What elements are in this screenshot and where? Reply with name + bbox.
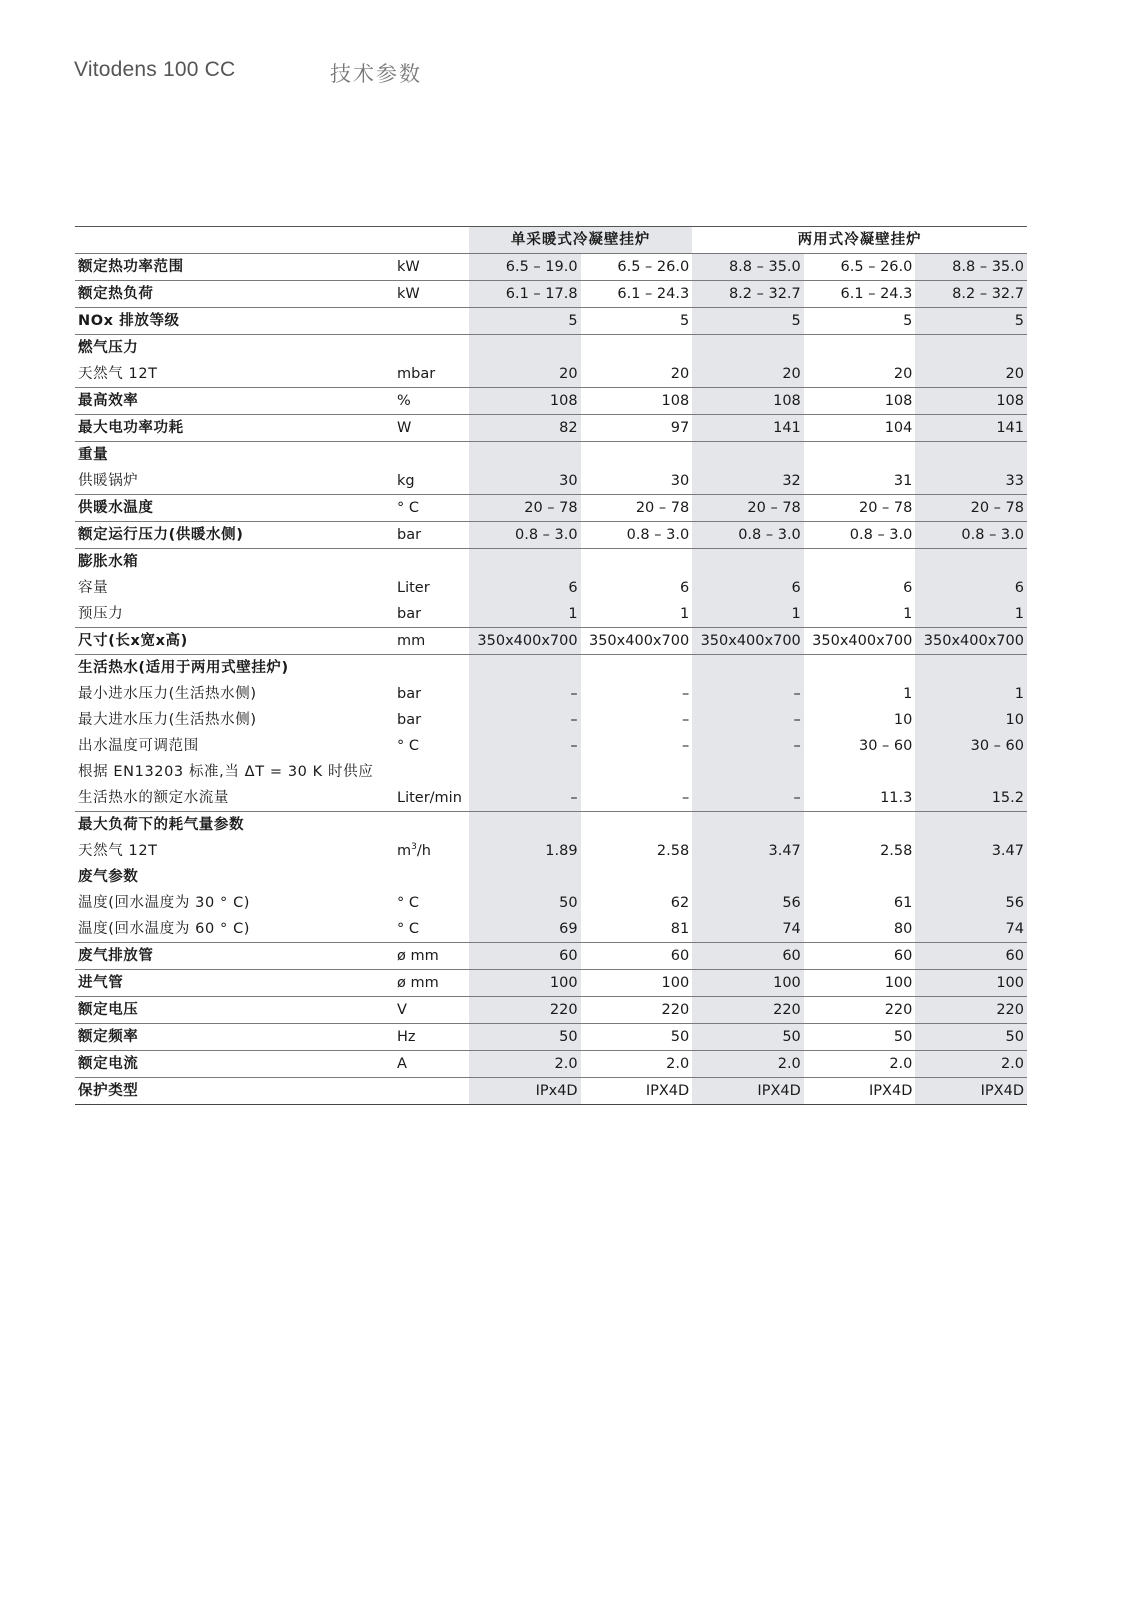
row-unit [394, 1078, 469, 1105]
row-label: 天然气 12T [75, 361, 394, 388]
value-cell [581, 812, 693, 839]
value-cell: 108 [469, 388, 581, 415]
value-cell: 31 [804, 468, 916, 495]
table-row [75, 281, 1027, 308]
value-cell: 350x400x700 [469, 628, 581, 655]
value-cell: 11.3 [804, 785, 916, 812]
value-cell: 50 [469, 1024, 581, 1051]
value-cell [915, 864, 1027, 890]
value-cell: 80 [804, 916, 916, 943]
value-cell: 6 [692, 575, 804, 601]
value-cell: 30 [469, 468, 581, 495]
value-cell: 60 [804, 943, 916, 970]
row-label: NOx 排放等级 [75, 308, 394, 335]
value-cell: 108 [581, 388, 693, 415]
value-cell: 5 [469, 308, 581, 335]
table-row [75, 838, 1027, 864]
value-cell: 32 [692, 468, 804, 495]
row-unit: Liter [397, 580, 430, 596]
value-cell: 8.8 – 35.0 [692, 254, 804, 281]
value-cell: – [469, 681, 581, 707]
row-unit: % [394, 388, 469, 415]
value-cell [804, 549, 916, 576]
value-cell [581, 655, 693, 682]
spec-table [75, 226, 1027, 1105]
document-title: Vitodens 100 CC [74, 58, 236, 81]
value-cell [581, 759, 693, 785]
row-label: 供暖锅炉 [75, 468, 394, 495]
value-cell: 20 [915, 361, 1027, 388]
value-cell: – [469, 785, 581, 812]
value-cell: 5 [692, 308, 804, 335]
row-label: 预压力 [75, 601, 394, 628]
value-cell [469, 442, 581, 469]
value-cell: – [692, 707, 804, 733]
value-cell: 141 [692, 415, 804, 442]
value-cell [804, 812, 916, 839]
value-cell: IPX4D [804, 1078, 916, 1105]
row-unit: kW [394, 281, 469, 308]
value-cell: 6.5 – 19.0 [469, 254, 581, 281]
group-header-heating: 单采暖式冷凝壁挂炉 [469, 227, 692, 254]
value-cell: 6 [469, 575, 581, 601]
value-cell: 2.0 [915, 1051, 1027, 1078]
table-row [75, 785, 1027, 812]
value-cell: 0.8 – 3.0 [915, 522, 1027, 549]
value-cell: – [581, 785, 693, 812]
value-cell: 20 – 78 [581, 495, 693, 522]
value-cell: 20 – 78 [915, 495, 1027, 522]
value-cell [804, 442, 916, 469]
value-cell [804, 655, 916, 682]
value-cell: 100 [581, 970, 693, 997]
value-cell: 20 [804, 361, 916, 388]
value-cell: 20 – 78 [692, 495, 804, 522]
row-label: 天然气 12T [78, 843, 158, 859]
row-unit: bar [397, 712, 422, 728]
value-cell: 60 [915, 943, 1027, 970]
value-cell: 1 [804, 601, 916, 628]
value-cell: 0.8 – 3.0 [469, 522, 581, 549]
value-cell: 0.8 – 3.0 [692, 522, 804, 549]
row-label: 最大进水压力(生活热水侧) [78, 712, 257, 728]
row-unit [394, 812, 469, 839]
row-label: 最大电功率功耗 [75, 415, 394, 442]
row-unit: bar [397, 686, 422, 702]
row-label: 废气排放管 [75, 943, 394, 970]
value-cell: 8.2 – 32.7 [692, 281, 804, 308]
table-row [75, 916, 1027, 943]
spec-table-body [75, 254, 1027, 1105]
value-cell: IPx4D [469, 1078, 581, 1105]
table-row [75, 575, 1027, 601]
table-row [75, 890, 1027, 916]
row-unit: ø mm [394, 943, 469, 970]
row-label: 废气参数 [78, 869, 139, 885]
value-cell: 100 [915, 970, 1027, 997]
value-cell: 56 [692, 890, 804, 916]
value-cell: 60 [469, 943, 581, 970]
value-cell: 56 [915, 890, 1027, 916]
table-row [75, 681, 1027, 707]
value-cell: 74 [915, 916, 1027, 943]
table-row [75, 308, 1027, 335]
value-cell: 97 [581, 415, 693, 442]
value-cell: 3.47 [915, 838, 1027, 864]
value-cell: 141 [915, 415, 1027, 442]
row-unit [394, 759, 469, 785]
row-label: 膨胀水箱 [78, 554, 139, 570]
table-row [75, 970, 1027, 997]
value-cell [915, 812, 1027, 839]
value-cell: 1 [469, 601, 581, 628]
table-row [75, 655, 1027, 682]
table-row [75, 1078, 1027, 1105]
value-cell: 1 [692, 601, 804, 628]
value-cell [581, 335, 693, 362]
value-cell: 33 [915, 468, 1027, 495]
group-header-combi: 两用式冷凝壁挂炉 [692, 227, 1027, 254]
row-label: 最小进水压力(生活热水侧) [78, 686, 257, 702]
row-label: 额定电流 [75, 1051, 394, 1078]
value-cell: – [681, 712, 690, 728]
table-row [75, 628, 1027, 655]
row-unit: ° C [394, 916, 469, 943]
table-row [75, 997, 1027, 1024]
value-cell: 6.1 – 24.3 [804, 281, 916, 308]
value-cell [804, 864, 916, 890]
value-cell [692, 812, 804, 839]
row-unit: ° C [397, 738, 419, 754]
row-label: 容量 [78, 580, 109, 596]
row-label: 额定电压 [75, 997, 394, 1024]
value-cell: 220 [804, 997, 916, 1024]
row-label: 进气管 [75, 970, 394, 997]
row-unit: ø mm [394, 970, 469, 997]
value-cell: 2.0 [469, 1051, 581, 1078]
value-cell: 82 [469, 415, 581, 442]
value-cell [915, 549, 1027, 576]
value-cell: 3.47 [692, 838, 804, 864]
row-label: 生活热水的额定水流量 [75, 785, 394, 812]
row-unit [394, 335, 469, 362]
value-cell: 2.58 [656, 843, 690, 859]
value-cell [915, 759, 1027, 785]
table-row [75, 415, 1027, 442]
value-cell: 74 [692, 916, 804, 943]
value-cell: 220 [692, 997, 804, 1024]
row-unit [394, 655, 469, 682]
value-cell: 60 [581, 943, 693, 970]
value-cell: 6.5 – 26.0 [804, 254, 916, 281]
value-cell: 62 [670, 895, 690, 911]
table-row [75, 522, 1027, 549]
value-cell: 220 [469, 997, 581, 1024]
table-header-row [75, 227, 1027, 254]
value-cell: 20 [692, 361, 804, 388]
value-cell [469, 759, 581, 785]
value-cell: 1 [915, 601, 1027, 628]
row-unit: A [394, 1051, 469, 1078]
row-label: 出水温度可调范围 [78, 738, 199, 754]
value-cell: IPX4D [581, 1078, 693, 1105]
value-cell: 60 [692, 943, 804, 970]
value-cell: 50 [915, 1024, 1027, 1051]
header-empty-label [75, 227, 394, 254]
value-cell: 5 [804, 308, 916, 335]
row-label: 额定热功率范围 [75, 254, 394, 281]
value-cell: 220 [581, 997, 693, 1024]
value-cell: 108 [692, 388, 804, 415]
table-row [75, 495, 1027, 522]
row-label: 根据 EN13203 标准,当 ΔT = 30 K 时供应 [78, 764, 374, 780]
value-cell: 10 [893, 712, 913, 728]
value-cell [469, 812, 581, 839]
value-cell: 50 [581, 1024, 693, 1051]
value-cell: 108 [915, 388, 1027, 415]
table-row [75, 388, 1027, 415]
row-unit [394, 442, 469, 469]
value-cell: 15.2 [915, 785, 1027, 812]
value-cell: IPX4D [692, 1078, 804, 1105]
value-cell [692, 759, 804, 785]
table-row [75, 733, 1027, 759]
row-unit: Liter/min [394, 785, 469, 812]
row-unit: bar [394, 522, 469, 549]
value-cell: 5 [915, 308, 1027, 335]
row-unit: bar [394, 601, 469, 628]
table-row [75, 1051, 1027, 1078]
table-row [75, 549, 1027, 576]
row-label: 最大负荷下的耗气量参数 [78, 817, 245, 833]
table-row [75, 335, 1027, 362]
value-cell [915, 335, 1027, 362]
value-cell: 100 [804, 970, 916, 997]
value-cell [692, 335, 804, 362]
section-title: 技术参数 [330, 62, 422, 86]
table-row [75, 442, 1027, 469]
table-row [75, 601, 1027, 628]
row-label: 重量 [78, 447, 109, 463]
value-cell: 2.0 [692, 1051, 804, 1078]
value-cell: – [692, 785, 804, 812]
row-unit: $m^3/h$ [397, 842, 431, 859]
value-cell: 2.58 [880, 843, 913, 859]
row-label: 保护类型 [75, 1078, 394, 1105]
row-label: 额定频率 [75, 1024, 394, 1051]
header-empty-unit [394, 227, 469, 254]
value-cell: 30 [581, 468, 693, 495]
value-cell: – [469, 707, 581, 733]
value-cell: 2.0 [581, 1051, 693, 1078]
value-cell [692, 864, 804, 890]
value-cell: 8.8 – 35.0 [915, 254, 1027, 281]
value-cell: 20 – 78 [804, 495, 916, 522]
value-cell: 50 [804, 1024, 916, 1051]
row-unit: mbar [394, 361, 469, 388]
value-cell: 30 – 60 [915, 733, 1027, 759]
value-cell: 104 [804, 415, 916, 442]
value-cell [469, 549, 581, 576]
row-unit: Hz [394, 1024, 469, 1051]
row-label: 温度(回水温度为 30 ° C) [78, 895, 251, 911]
row-unit: ° C [397, 895, 419, 911]
table-row [75, 812, 1027, 839]
row-label: 最高效率 [75, 388, 394, 415]
value-cell: 6.5 – 26.0 [581, 254, 693, 281]
table-row [75, 759, 1027, 785]
row-unit: ° C [394, 495, 469, 522]
value-cell: 0.8 – 3.0 [804, 522, 916, 549]
value-cell: 1 [903, 686, 913, 702]
table-row [75, 468, 1027, 495]
value-cell [692, 442, 804, 469]
row-unit: V [394, 997, 469, 1024]
value-cell: 350x400x700 [915, 628, 1027, 655]
value-cell [915, 442, 1027, 469]
table-row [75, 361, 1027, 388]
value-cell [804, 759, 916, 785]
value-cell: 61 [893, 895, 913, 911]
value-cell: 50 [692, 1024, 804, 1051]
value-cell: 350x400x700 [692, 628, 804, 655]
row-label: 尺寸(长x宽x高) [75, 628, 394, 655]
value-cell: 6 [903, 580, 913, 596]
value-cell: 5 [581, 308, 693, 335]
row-unit [394, 549, 469, 576]
value-cell [469, 864, 581, 890]
value-cell: 6 [915, 575, 1027, 601]
value-cell: 1 [581, 601, 693, 628]
table-row [75, 864, 1027, 890]
value-cell: – [681, 686, 690, 702]
row-label: 供暖水温度 [75, 495, 394, 522]
row-label: 生活热水(适用于两用式壁挂炉) [78, 660, 289, 676]
value-cell: IPX4D [915, 1078, 1027, 1105]
row-label: 燃气压力 [78, 340, 139, 356]
value-cell: 20 [469, 361, 581, 388]
table-row [75, 707, 1027, 733]
value-cell: – [692, 681, 804, 707]
value-cell: 108 [804, 388, 916, 415]
value-cell [915, 655, 1027, 682]
value-cell [692, 549, 804, 576]
value-cell: – [681, 738, 690, 754]
value-cell [469, 655, 581, 682]
value-cell: 220 [915, 997, 1027, 1024]
value-cell: 0.8 – 3.0 [581, 522, 693, 549]
row-unit: kg [394, 468, 469, 495]
value-cell: – [469, 733, 581, 759]
row-unit: mm [394, 628, 469, 655]
table-row [75, 1024, 1027, 1051]
value-cell: 2.0 [804, 1051, 916, 1078]
value-cell [692, 655, 804, 682]
row-unit [394, 308, 469, 335]
value-cell: 1 [915, 681, 1027, 707]
value-cell: 20 – 78 [469, 495, 581, 522]
row-label: 额定运行压力(供暖水侧) [75, 522, 394, 549]
value-cell [581, 864, 693, 890]
value-cell: 50 [469, 890, 581, 916]
value-cell: 6.1 – 24.3 [581, 281, 693, 308]
value-cell: – [692, 733, 804, 759]
value-cell: 6 [679, 580, 690, 596]
value-cell: 1.89 [469, 838, 581, 864]
value-cell: 10 [915, 707, 1027, 733]
value-cell: 100 [692, 970, 804, 997]
row-label: 额定热负荷 [75, 281, 394, 308]
row-unit: kW [394, 254, 469, 281]
value-cell: 69 [469, 916, 581, 943]
value-cell [581, 549, 693, 576]
table-row [75, 254, 1027, 281]
value-cell: 350x400x700 [581, 628, 693, 655]
value-cell [804, 335, 916, 362]
value-cell: 8.2 – 32.7 [915, 281, 1027, 308]
value-cell [581, 442, 693, 469]
row-unit [394, 864, 469, 890]
row-unit: W [394, 415, 469, 442]
table-row [75, 943, 1027, 970]
value-cell: 81 [581, 916, 693, 943]
row-label: 温度(回水温度为 60 ° C) [75, 916, 394, 943]
value-cell: 30 – 60 [859, 738, 913, 754]
value-cell: 6.1 – 17.8 [469, 281, 581, 308]
value-cell: 350x400x700 [804, 628, 916, 655]
value-cell: 100 [469, 970, 581, 997]
value-cell: 20 [581, 361, 693, 388]
value-cell [469, 335, 581, 362]
